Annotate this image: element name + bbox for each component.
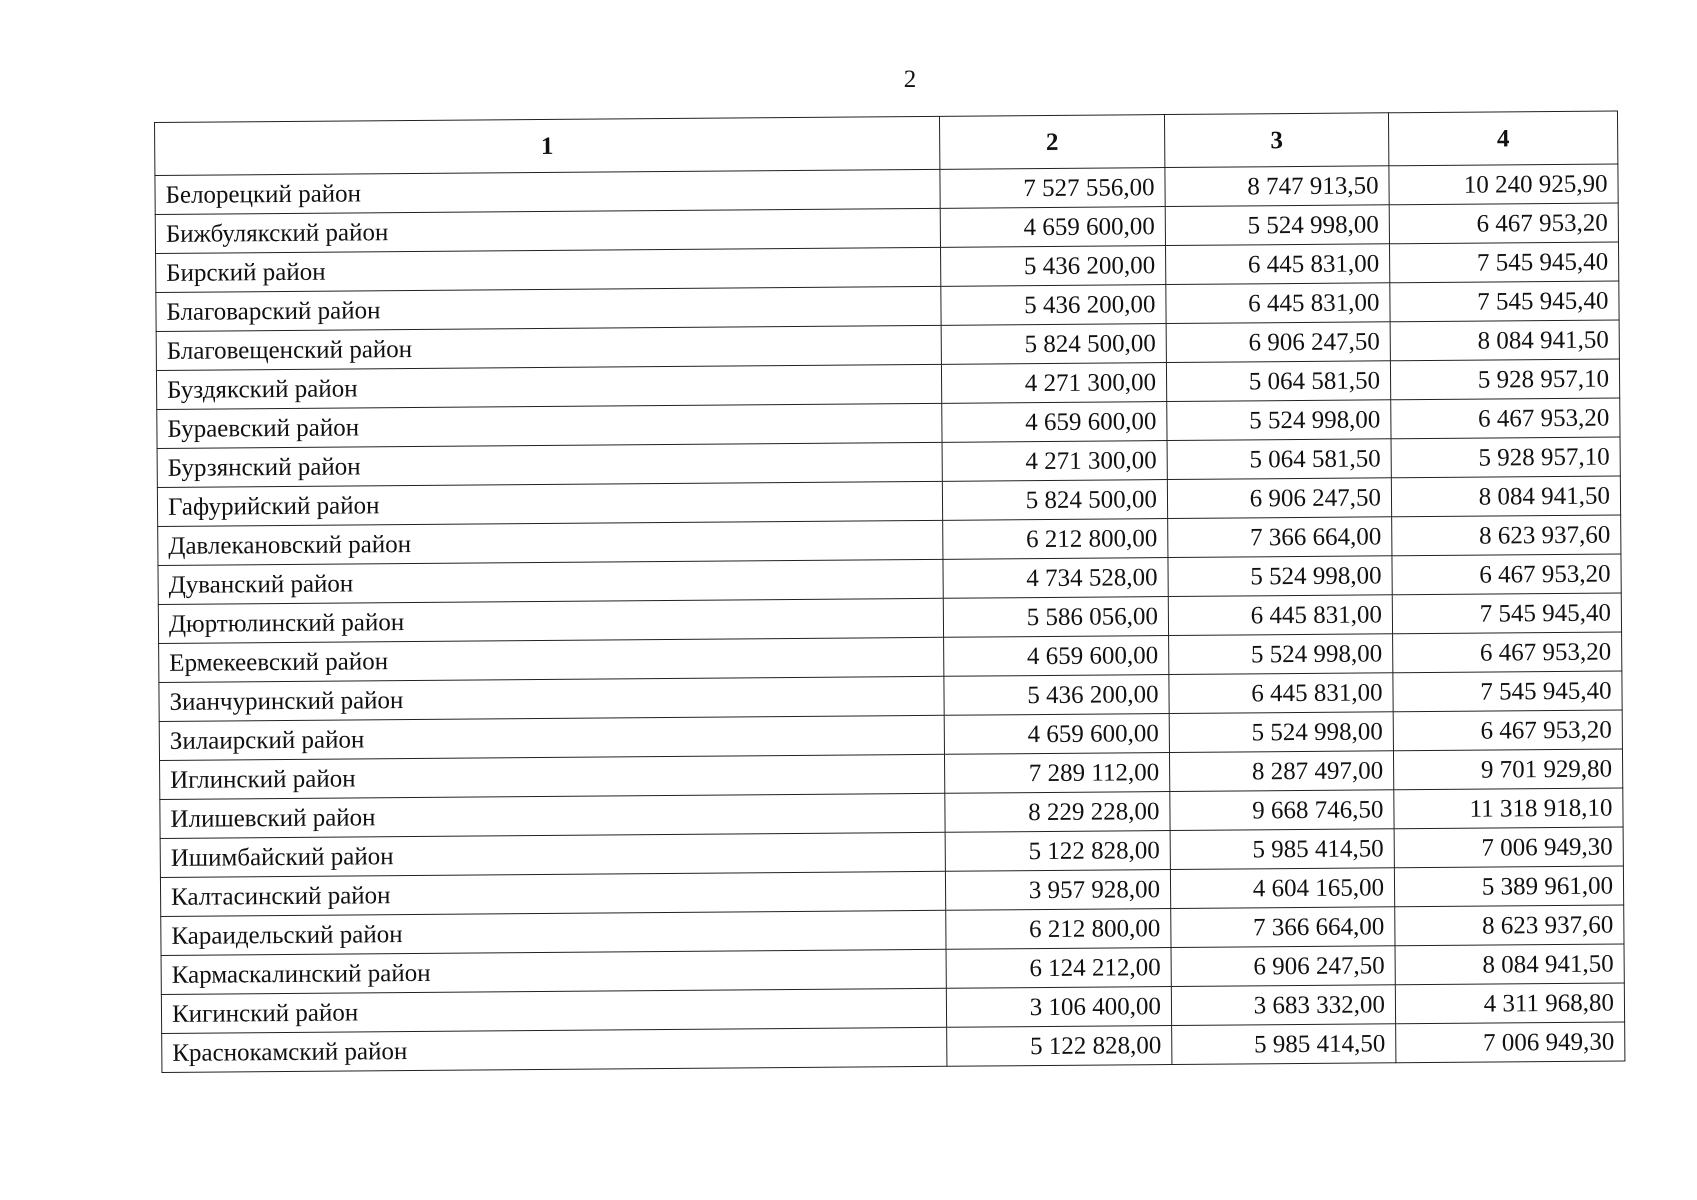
district-name-cell: Краснокамский район: [162, 1027, 947, 1072]
amount-cell-col-3: 5 524 998,00: [1165, 205, 1389, 246]
amount-cell-col-3: 6 906 247,50: [1171, 946, 1395, 987]
amount-cell-col-4: 5 928 957,10: [1390, 359, 1619, 400]
amount-cell-col-2: 7 527 556,00: [940, 168, 1165, 209]
district-name-cell: Калтасинский район: [160, 871, 945, 916]
district-name-cell: Буздякский район: [156, 364, 941, 409]
column-header-2: 2: [939, 115, 1164, 170]
amount-cell-col-3: 7 366 664,00: [1171, 907, 1395, 948]
district-name-cell: Бижбулякский район: [155, 208, 940, 253]
district-name-cell: Благовещенский район: [156, 325, 941, 370]
amount-cell-col-3: 6 906 247,50: [1166, 322, 1390, 363]
district-name-cell: Бурзянский район: [157, 442, 942, 487]
amount-cell-col-4: 7 006 949,30: [1396, 1022, 1625, 1063]
amount-cell-col-2: 5 436 200,00: [941, 246, 1166, 287]
table-body: [155, 164, 1625, 1072]
page-number: 2: [903, 66, 917, 93]
column-header-4: 4: [1388, 111, 1617, 166]
amount-cell-col-3: 5 524 998,00: [1169, 712, 1393, 753]
district-name-cell: Давлекановский район: [158, 520, 943, 565]
amount-cell-col-2: 4 659 600,00: [944, 714, 1169, 755]
amount-cell-col-3: 6 445 831,00: [1169, 673, 1393, 714]
amount-cell-col-2: 4 659 600,00: [942, 402, 1167, 443]
amount-cell-col-4: 9 701 929,80: [1393, 749, 1622, 790]
amount-cell-col-4: 8 084 941,50: [1390, 320, 1619, 361]
amount-cell-col-2: 3 957 928,00: [945, 870, 1170, 911]
district-name-cell: Зилаирский район: [159, 715, 944, 760]
column-header-3: 3: [1164, 113, 1388, 168]
amount-cell-col-3: 6 445 831,00: [1166, 283, 1390, 324]
district-name-cell: Зианчуринский район: [159, 676, 944, 721]
amount-cell-col-4: 7 545 945,40: [1393, 671, 1622, 712]
amount-cell-col-4: 7 545 945,40: [1389, 242, 1618, 283]
amount-cell-col-4: 5 928 957,10: [1391, 437, 1620, 478]
amount-cell-col-4: 6 467 953,20: [1393, 632, 1622, 673]
amount-cell-col-3: 5 985 414,50: [1170, 829, 1394, 870]
amount-cell-col-3: 7 366 664,00: [1168, 517, 1392, 558]
amount-cell-col-3: 3 683 332,00: [1171, 985, 1395, 1026]
amount-cell-col-2: 5 436 200,00: [941, 285, 1166, 326]
amount-cell-col-4: 5 389 961,00: [1394, 866, 1623, 907]
amount-cell-col-2: 4 734 528,00: [943, 558, 1168, 599]
district-name-cell: Илишевский район: [160, 793, 945, 838]
amount-cell-col-4: 6 467 953,20: [1389, 203, 1618, 244]
amount-cell-col-4: 4 311 968,80: [1395, 983, 1624, 1024]
amount-cell-col-2: 4 271 300,00: [941, 363, 1166, 404]
district-name-cell: Караидельский район: [161, 910, 946, 955]
district-name-cell: Ишимбайский район: [160, 832, 945, 877]
amount-cell-col-2: 5 824 500,00: [942, 480, 1167, 521]
amount-cell-col-3: 5 524 998,00: [1169, 634, 1393, 675]
amount-cell-col-2: 3 106 400,00: [946, 987, 1171, 1028]
amount-cell-col-2: 7 289 112,00: [944, 753, 1169, 794]
amount-cell-col-4: 10 240 925,90: [1389, 164, 1618, 205]
amount-cell-col-3: 5 064 581,50: [1166, 361, 1390, 402]
district-name-cell: Бураевский район: [157, 403, 942, 448]
amount-cell-col-3: 6 906 247,50: [1167, 478, 1391, 519]
amount-cell-col-4: 6 467 953,20: [1392, 554, 1621, 595]
amount-cell-col-4: 7 545 945,40: [1392, 593, 1621, 634]
amount-cell-col-4: 6 467 953,20: [1393, 710, 1622, 751]
amount-cell-col-2: 5 824 500,00: [941, 324, 1166, 365]
amount-cell-col-4: 7 545 945,40: [1390, 281, 1619, 322]
amount-cell-col-4: 8 084 941,50: [1391, 476, 1620, 517]
amount-cell-col-2: 5 586 056,00: [943, 597, 1168, 638]
amount-cell-col-3: 5 985 414,50: [1172, 1024, 1396, 1065]
district-name-cell: Кигинский район: [161, 988, 946, 1033]
amount-cell-col-3: 5 524 998,00: [1168, 556, 1392, 597]
amount-cell-col-2: 5 122 828,00: [947, 1026, 1172, 1067]
amount-cell-col-3: 4 604 165,00: [1170, 868, 1394, 909]
district-name-cell: Гафурийский район: [157, 481, 942, 526]
amount-cell-col-3: 9 668 746,50: [1170, 790, 1394, 831]
district-name-cell: Кармаскалинский район: [161, 949, 946, 994]
district-name-cell: Ермекеевский район: [159, 637, 944, 682]
district-name-cell: Дуванский район: [158, 559, 943, 604]
amount-cell-col-2: 6 212 800,00: [943, 519, 1168, 560]
district-name-cell: Дюртюлинский район: [158, 598, 943, 643]
amount-cell-col-2: 6 124 212,00: [946, 948, 1171, 989]
amount-cell-col-4: 8 084 941,50: [1395, 944, 1624, 985]
amount-cell-col-2: 4 659 600,00: [944, 636, 1169, 677]
amount-cell-col-2: 5 436 200,00: [944, 675, 1169, 716]
amount-cell-col-2: 4 271 300,00: [942, 441, 1167, 482]
amount-cell-col-3: 8 747 913,50: [1165, 166, 1389, 207]
district-name-cell: Иглинский район: [160, 754, 945, 799]
column-header-1: 1: [155, 116, 940, 175]
amount-cell-col-3: 6 445 831,00: [1168, 595, 1392, 636]
data-table: [154, 111, 1625, 1073]
amount-cell-col-4: 11 318 918,10: [1394, 788, 1623, 829]
amount-cell-col-3: 5 524 998,00: [1167, 400, 1391, 441]
district-name-cell: Благоварский район: [156, 286, 941, 331]
amount-cell-col-4: 8 623 937,60: [1392, 515, 1621, 556]
amount-cell-col-3: 6 445 831,00: [1166, 244, 1390, 285]
amount-cell-col-4: 7 006 949,30: [1394, 827, 1623, 868]
amount-cell-col-2: 4 659 600,00: [940, 207, 1165, 248]
amount-cell-col-2: 5 122 828,00: [945, 831, 1170, 872]
amount-cell-col-3: 8 287 497,00: [1169, 751, 1393, 792]
amount-cell-col-4: 6 467 953,20: [1391, 398, 1620, 439]
amount-cell-col-2: 6 212 800,00: [946, 909, 1171, 950]
amount-cell-col-3: 5 064 581,50: [1167, 439, 1391, 480]
district-name-cell: Белорецкий район: [155, 169, 940, 214]
amount-cell-col-4: 8 623 937,60: [1395, 905, 1624, 946]
district-name-cell: Бирский район: [156, 247, 941, 292]
amount-cell-col-2: 8 229 228,00: [945, 792, 1170, 833]
